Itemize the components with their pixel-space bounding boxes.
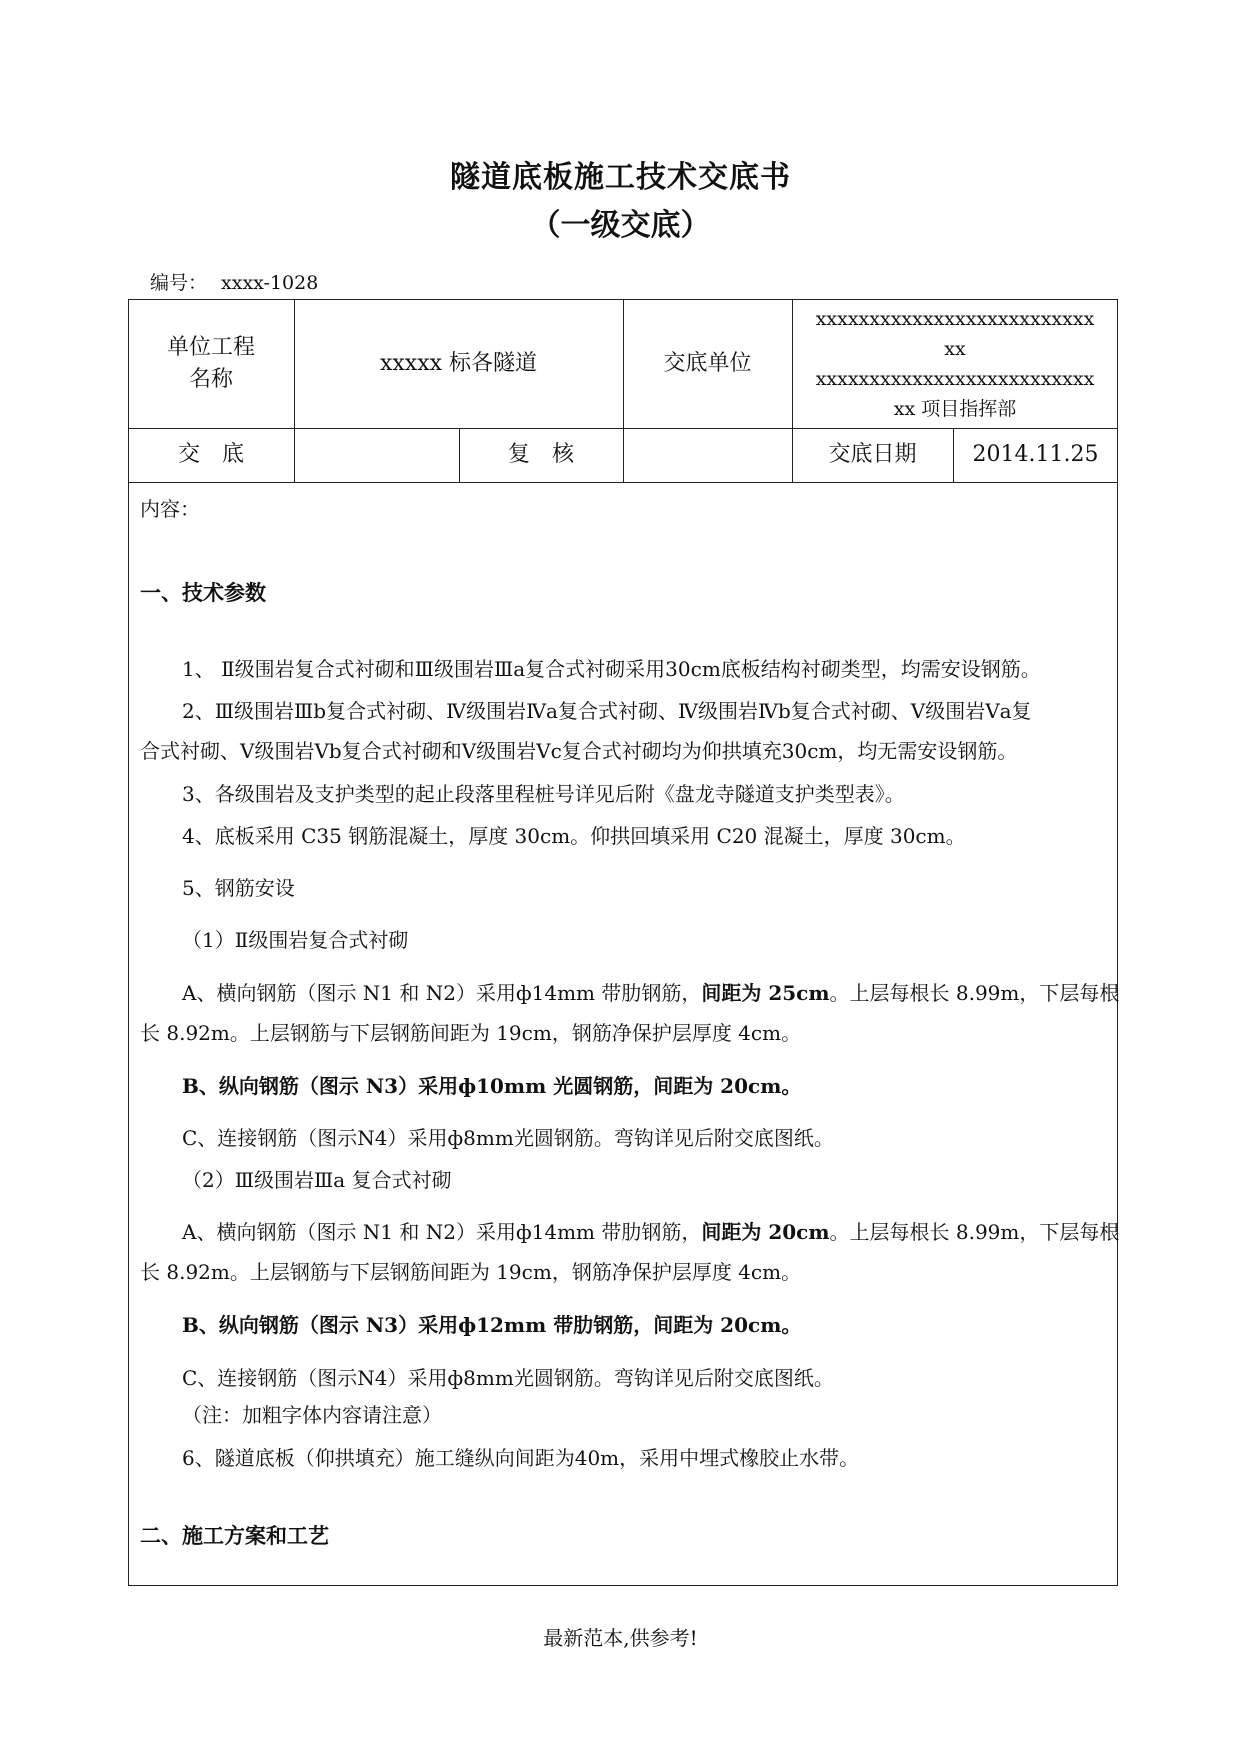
- section-heading: 二、施工方案和工艺: [140, 1524, 329, 1548]
- paragraph: 6、隧道底板（仰拱填充）施工缝纵向间距为40m，采用中埋式橡胶止水带。: [182, 1446, 860, 1470]
- footer-note: 最新范本,供参考!: [543, 1626, 698, 1650]
- text-run: 。上层每根长 8.99m，下层每根: [829, 1220, 1120, 1244]
- unit-project-label: [128, 299, 294, 428]
- paragraph: 2、Ⅲ级围岩Ⅲb复合式衬砌、Ⅳ级围岩Ⅳa复合式衬砌、Ⅳ级围岩Ⅳb复合式衬砌、Ⅴ级围岩Ⅴa复: [182, 699, 1032, 723]
- paragraph: C、连接钢筋（图示N4）采用ф8mm光圆钢筋。弯钩详见后附交底图纸。: [182, 1126, 834, 1150]
- unit-project-value: xxxxx 标各隧道: [379, 350, 538, 376]
- date-label: 交底日期: [828, 442, 917, 467]
- issuer-value-line: xxxxxxxxxxxxxxxxxxxxxxxxxx: [815, 367, 1095, 390]
- emphasis-text: 间距为 20cm: [701, 1220, 830, 1244]
- table-divider: [128, 482, 1118, 483]
- paragraph: 5、钢筋安设: [182, 876, 295, 900]
- issuer-value-line: xxxxxxxxxxxxxxxxxxxxxxxxxx: [815, 307, 1095, 330]
- doc-number: [150, 268, 332, 295]
- issuer-value: [792, 299, 1118, 428]
- paragraph: [182, 1217, 1119, 1247]
- paragraph: 1、 Ⅱ级围岩复合式衬砌和Ⅲ级围岩Ⅲa复合式衬砌采用30cm底板结构衬砌类型，均需安设钢筋。: [182, 657, 1041, 681]
- paragraph: 4、底板采用 C35 钢筋混凝土，厚度 30cm。仰拱回填采用 C20 混凝土，厚度 30cm。: [182, 824, 966, 848]
- subheading: （1）Ⅱ级围岩复合式衬砌: [182, 928, 409, 952]
- issuer-value-line: xx 项目指挥部: [893, 397, 1017, 420]
- emphasis-paragraph: B、纵向钢筋（图示 N3）采用ф12mm 带肋钢筋，间距为 20cm。: [182, 1313, 802, 1337]
- disclose-value: [294, 428, 459, 482]
- paragraph: 长 8.92m。上层钢筋与下层钢筋间距为 19cm，钢筋净保护层厚度 4cm。: [140, 1021, 802, 1045]
- issuer-value-line: xx: [944, 337, 966, 360]
- content-label: 内容：: [140, 497, 200, 521]
- text-run: A、横向钢筋（图示 N1 和 N2）采用ф14mm 带肋钢筋，: [182, 1220, 702, 1244]
- text-run: 。上层每根长 8.99m，下层每根: [829, 981, 1120, 1005]
- document-title: 隧道底板施工技术交底书: [450, 160, 791, 195]
- note: （注：加粗字体内容请注意）: [182, 1403, 442, 1427]
- doc-number-value: xxxx-1028: [221, 272, 319, 294]
- doc-number-label: 编号：: [150, 272, 208, 294]
- unit-project-label-line: 名称: [188, 366, 233, 392]
- paragraph: [182, 978, 1119, 1008]
- section-heading: 一、技术参数: [140, 581, 266, 605]
- date-value: 2014.11.25: [972, 442, 1099, 467]
- text-run: A、横向钢筋（图示 N1 和 N2）采用ф14mm 带肋钢筋，: [182, 981, 702, 1005]
- unit-project-label-line: 单位工程: [166, 334, 255, 360]
- paragraph: 3、各级围岩及支护类型的起止段落里程桩号详见后附《盘龙寺隧道支护类型表》。: [182, 782, 905, 806]
- emphasis-paragraph: B、纵向钢筋（图示 N3）采用ф10mm 光圆钢筋，间距为 20cm。: [182, 1074, 802, 1098]
- document-subtitle: （一级交底）: [530, 208, 711, 243]
- review-label: 复 核: [507, 442, 574, 467]
- paragraph: 合式衬砌、Ⅴ级围岩Ⅴb复合式衬砌和Ⅴ级围岩Ⅴc复合式衬砌均为仰拱填充30cm，均无需安设钢筋。: [140, 739, 1018, 763]
- subheading: （2）Ⅲ级围岩Ⅲa 复合式衬砌: [182, 1168, 452, 1192]
- paragraph: 长 8.92m。上层钢筋与下层钢筋间距为 19cm，钢筋净保护层厚度 4cm。: [140, 1260, 802, 1284]
- disclose-label: 交 底: [177, 442, 244, 467]
- paragraph: C、连接钢筋（图示N4）采用ф8mm光圆钢筋。弯钩详见后附交底图纸。: [182, 1366, 834, 1390]
- review-value: [623, 428, 792, 482]
- issuer-label: 交底单位: [663, 350, 752, 376]
- emphasis-text: 间距为 25cm: [701, 981, 830, 1005]
